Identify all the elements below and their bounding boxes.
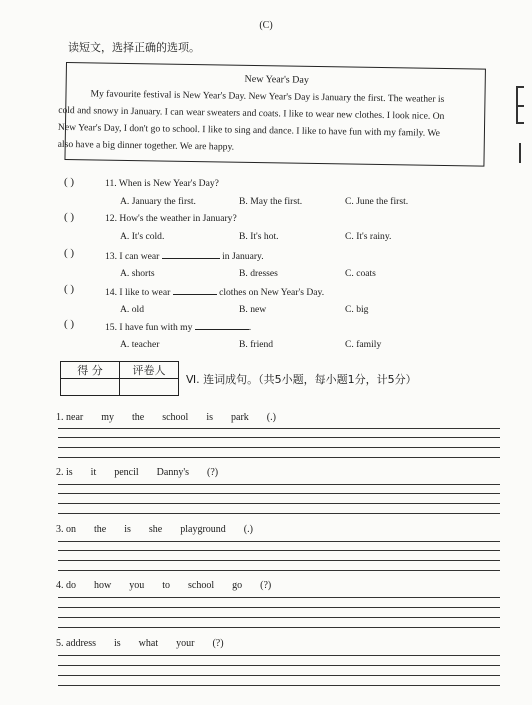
sentence-prompt-1: 1. near my the school is park (.) [56,412,276,423]
option-a: A. January the first. [120,196,196,207]
passage-line: New Year's Day, I don't go to school. I like to sing and dance. I like to have fun with my family. We [57,121,441,139]
option-b: B. friend [239,339,274,350]
grader-cell[interactable] [120,379,179,396]
passage-line: also have a big dinner together. We are happy. [57,138,235,153]
section-label: (C) [259,20,273,31]
option-a: A. It's cold. [120,231,165,242]
passage-title: New Year's Day [244,73,309,86]
option-b: B. It's hot. [239,231,279,242]
option-c: C. coats [345,268,376,279]
answer-paren[interactable]: ( ) [64,211,75,223]
scan-edge-mark [516,122,524,124]
fill-blank[interactable] [173,285,217,295]
option-b: B. dresses [239,268,278,279]
scan-edge-mark [519,143,521,163]
scan-edge-mark [516,86,524,88]
option-a: A. teacher [120,339,160,350]
reading-instruction: 读短文，选择正确的选项。 [68,41,200,54]
score-cell[interactable] [61,379,120,396]
passage-line: My favourite festival is New Year's Day. New Year's Day is January the first. The weather is [90,88,445,105]
answer-paren[interactable]: ( ) [64,176,75,188]
fill-blank[interactable] [195,320,249,330]
option-b: B. new [239,304,267,315]
answer-paren[interactable]: ( ) [64,247,75,259]
passage-box [57,62,485,167]
sentence-prompt-2: 2. is it pencil Danny's (?) [56,467,219,478]
option-c: C. It's rainy. [345,231,392,242]
passage-line: cold and snowy in January. I can wear sweaters and coats. I like to wear new clothes. I look nice. On [58,104,445,122]
option-a: A. shorts [120,268,155,279]
section-title: Ⅵ. 连词成句。（共5小题，每小题1分，计5分） [186,373,417,386]
question-stem: 13. I can wear in January. [105,251,264,262]
answer-paren[interactable]: ( ) [64,318,75,330]
scan-edge-mark [516,105,524,107]
answer-paren[interactable]: ( ) [64,283,75,295]
question-stem: 15. I have fun with my . [105,322,252,333]
score-label: 得 分 [61,362,120,379]
sentence-prompt-4: 4. do how you to school go (?) [56,580,272,591]
sentence-prompt-3: 3. on the is she playground (.) [56,524,253,535]
sentence-prompt-5: 5. address is what your (?) [56,638,224,649]
option-c: C. June the first. [345,196,409,207]
score-table [60,361,179,396]
fill-blank[interactable] [162,249,220,259]
option-c: C. big [345,304,369,315]
option-c: C. family [345,339,382,350]
grader-label: 评卷人 [120,362,179,379]
question-stem: 14. I like to wear clothes on New Year's Day. [105,287,325,298]
option-b: B. May the first. [239,196,303,207]
option-a: A. old [120,304,144,315]
question-stem: 11. When is New Year's Day? [105,178,219,189]
question-stem: 12. How's the weather in January? [105,213,237,224]
